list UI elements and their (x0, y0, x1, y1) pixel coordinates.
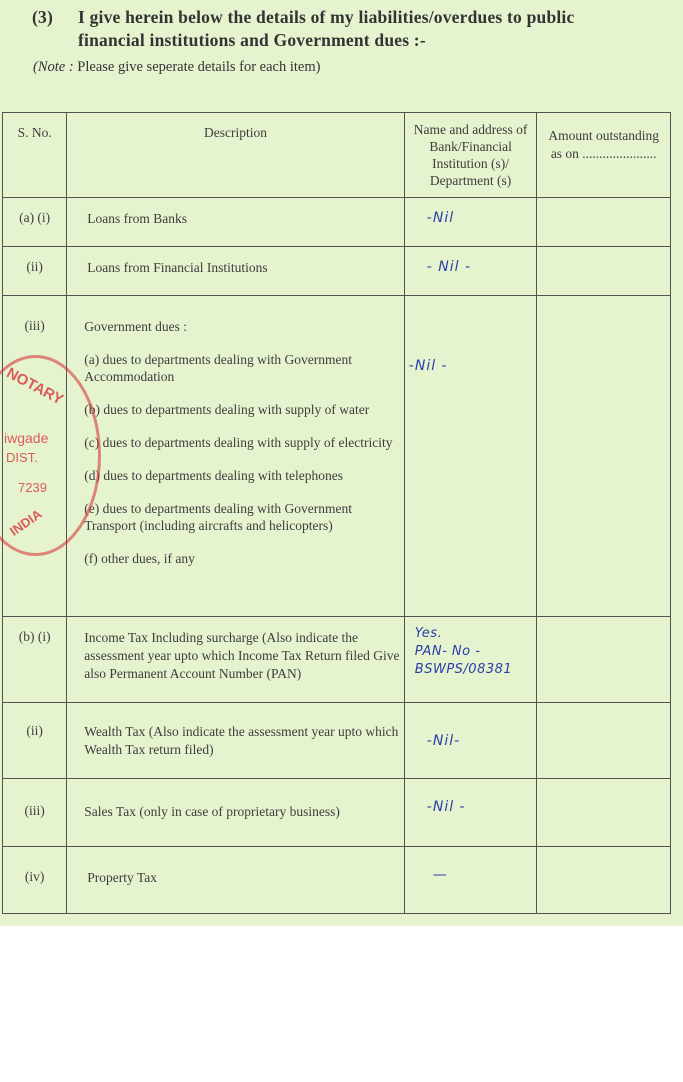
stamp-text: DIST. (6, 450, 38, 465)
row-institution (404, 617, 537, 703)
row-description: Loans from Financial Institutions (67, 247, 405, 296)
row-sno: (ii) (3, 247, 67, 296)
stamp-text: NOTARY (3, 364, 67, 409)
row-amount (537, 847, 671, 914)
row-institution: -Nil- (404, 703, 537, 779)
row-amount (537, 296, 671, 617)
row-description: Income Tax Including surcharge (Also indicate the assessment year upto which Income Tax Return filed Give also Permanent Account Number (PAN) (67, 617, 405, 703)
header-sno: S. No. (3, 113, 67, 198)
sub-item: (f) other dues, if any (84, 551, 195, 566)
row-institution: -Nil - (404, 779, 537, 847)
table-row (3, 847, 671, 914)
row-institution: -Nil (404, 198, 537, 247)
stamp-text: 7239 (18, 480, 47, 495)
table-row (3, 247, 671, 296)
row-sno: (ii) (3, 703, 67, 779)
handwritten-line: BSWPS/08381 (414, 662, 513, 677)
row-sno: (b) (i) (3, 617, 67, 703)
row-sno: (iii) (3, 296, 67, 617)
row-amount (537, 198, 671, 247)
note-text: Please give seperate details for each item) (77, 59, 321, 75)
row-institution: -Nil - (404, 296, 537, 617)
stamp-text: INDIA (6, 506, 45, 539)
row-amount (537, 617, 671, 703)
section-heading (32, 6, 672, 52)
sub-item: (e) dues to departments dealing with Government Transport (including aircrafts and helicopters) (84, 501, 352, 533)
row-institution: — (404, 847, 537, 914)
header-institution: Name and address of Bank/Financial Institution (s)/ Department (s) (404, 113, 537, 198)
row-amount (537, 779, 671, 847)
row-description: Loans from Banks (67, 198, 405, 247)
stamp-text: iwgade (4, 430, 49, 446)
header-row (3, 113, 671, 198)
section-number: (3) (32, 7, 54, 27)
government-dues-label: Government dues : (84, 319, 188, 334)
header-description: Description (67, 113, 405, 198)
row-institution: - Nil - (404, 247, 537, 296)
row-amount (537, 247, 671, 296)
row-description (67, 296, 405, 617)
row-sno: (iv) (3, 847, 67, 914)
heading-line-2: financial institutions and Government dues :- (78, 30, 426, 50)
table-row (3, 779, 671, 847)
note-label: (Note : (33, 59, 74, 75)
handwritten-line: PAN- No - (414, 644, 481, 659)
header-amount: Amount outstanding as on ...................... (537, 113, 671, 198)
sub-item: (b) dues to departments dealing with supply of water (84, 402, 370, 417)
row-sno: (a) (i) (3, 198, 67, 247)
heading-line-1: I give herein below the details of my liabilities/overdues to public (78, 7, 575, 27)
sub-item: (c) dues to departments dealing with supply of electricity (84, 435, 393, 450)
row-sno: (iii) (3, 779, 67, 847)
row-amount (537, 703, 671, 779)
liabilities-table (2, 112, 671, 914)
handwritten-line: Yes. (414, 626, 443, 641)
table-row (3, 703, 671, 779)
table-row (3, 617, 671, 703)
note (33, 59, 320, 76)
table-row (3, 296, 671, 617)
row-description: Property Tax (67, 847, 405, 914)
row-description: Wealth Tax (Also indicate the assessment year upto which Wealth Tax return filed) (67, 703, 405, 779)
sub-item: (d) dues to departments dealing with telephones (84, 468, 343, 483)
sub-item: (a) dues to departments dealing with Government Accommodation (84, 352, 352, 384)
row-description: Sales Tax (only in case of proprietary business) (67, 779, 405, 847)
table-row (3, 198, 671, 247)
